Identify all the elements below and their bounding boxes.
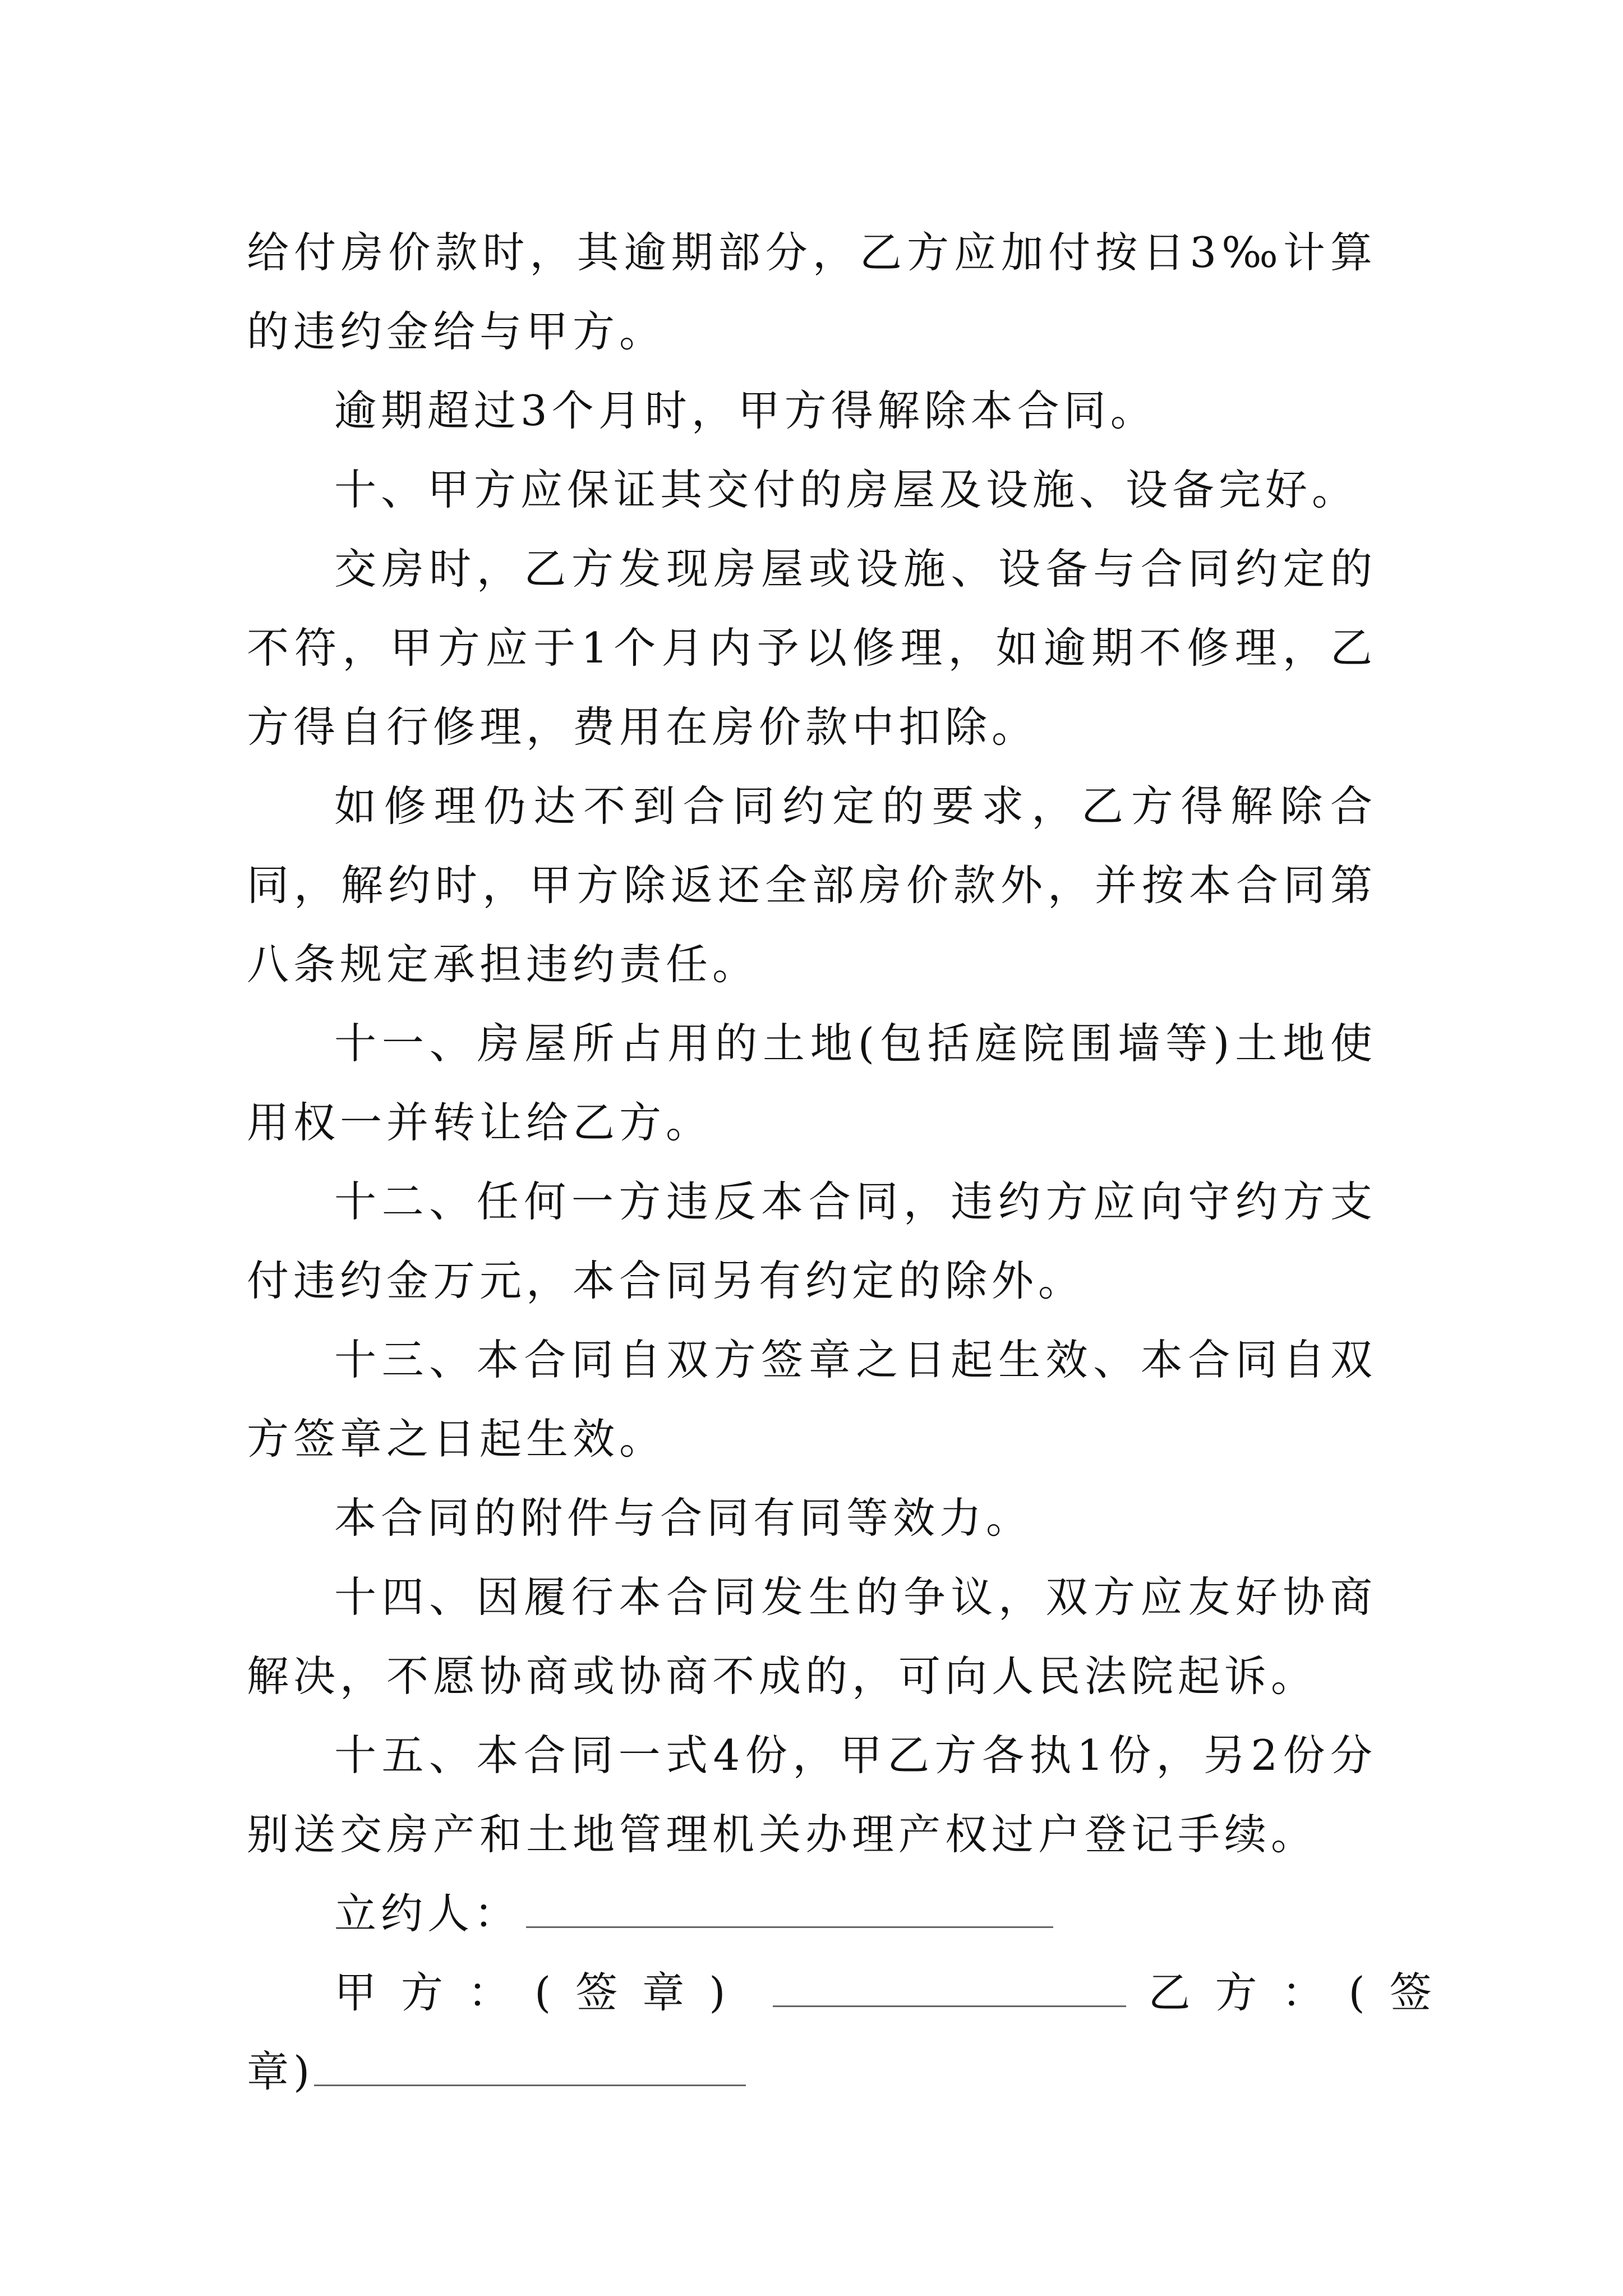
party-signature-row	[247, 1953, 1456, 2032]
paragraph-continuation: 给付房价款时，其逾期部分，乙方应加付按日3‰计算的违约金给与甲方。	[247, 228, 1377, 356]
clause-11: 十一、房屋所占用的土地(包括庭院围墙等)土地使用权一并转让给乙方。	[247, 1019, 1377, 1147]
signatory-row	[247, 1874, 1377, 1953]
signatory-label: 立约人：	[334, 1889, 521, 1938]
paragraph-attachments: 本合同的附件与合同有同等效力。	[334, 1493, 1033, 1543]
clause-15: 十五、本合同一式4份，甲乙方各执1份，另2份分别送交房产和土地管理机关办理产权过户登记手续。	[247, 1731, 1377, 1859]
paragraph-handover: 交房时，乙方发现房屋或设施、设备与合同约定的不符，甲方应于1个月内予以修理，如逾期不修理，乙方得自行修理，费用在房价款中扣除。	[247, 544, 1377, 752]
clause-10: 十、甲方应保证其交付的房屋及设施、设备完好。	[334, 465, 1359, 514]
paragraph-repair: 如修理仍达不到合同约定的要求，乙方得解除合同，解约时，甲方除返还全部房价款外，并按本合同第八条规定承担违约责任。	[247, 781, 1377, 989]
party-b-label-continued: 章)	[247, 2047, 315, 2096]
clause-13: 十三、本合同自双方签章之日起生效、本合同自双方签章之日起生效。	[247, 1335, 1377, 1464]
contract-body	[247, 213, 1456, 2111]
paragraph-overdue: 逾期超过3个月时，甲方得解除本合同。	[334, 386, 1157, 435]
party-b-signature-row	[247, 2032, 1377, 2111]
party-b-signature-blank[interactable]	[314, 2051, 746, 2086]
party-b-label: 乙方：(签	[1148, 1968, 1456, 2017]
signatory-blank[interactable]	[526, 1893, 1053, 1928]
clause-12: 十二、任何一方违反本合同，违约方应向守约方支付违约金万元，本合同另有约定的除外。	[247, 1177, 1377, 1305]
party-a-signature-blank[interactable]	[773, 1972, 1126, 2007]
clause-14: 十四、因履行本合同发生的争议，双方应友好协商解决，不愿协商或协商不成的，可向人民法院起诉。	[247, 1572, 1377, 1701]
party-a-label: 甲方：(签章)	[334, 1968, 750, 2017]
